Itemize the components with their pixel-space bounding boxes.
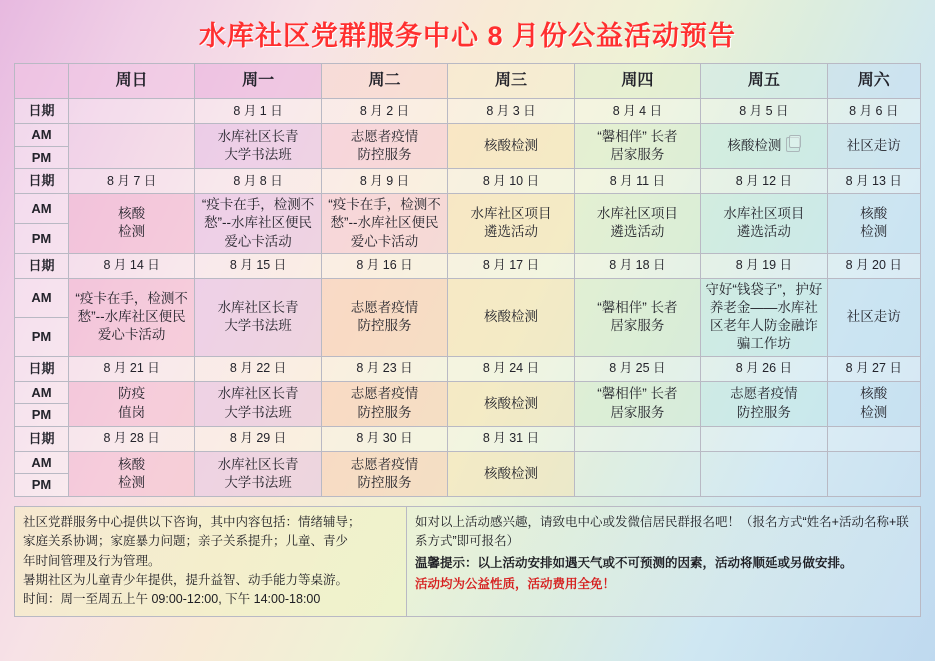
footer-left-line: 家庭关系协调；家庭暴力问题；亲子关系提升；儿童、青少 xyxy=(23,534,349,549)
event-cell: 水库社区项目 遴选活动 xyxy=(574,194,700,254)
footer-right-panel xyxy=(407,507,920,616)
event-cell: 核酸 检测 xyxy=(827,194,920,254)
event-cell: 水库社区长青 大学书法班 xyxy=(195,381,321,426)
date-row-week2 xyxy=(15,169,921,194)
date-cell: 8 月 23 日 xyxy=(321,356,447,381)
date-cell: 8 月 15 日 xyxy=(195,253,321,278)
event-cell: 水库社区长青 大学书法班 xyxy=(195,124,321,169)
activity-calendar-table xyxy=(14,63,921,497)
event-cell: 核酸检测 xyxy=(701,124,827,169)
row-label-date: 日期 xyxy=(15,426,69,451)
date-cell: 8 月 25 日 xyxy=(574,356,700,381)
event-cell: “疫卡在手，检测不愁”--水库社区便民爱心卡活动 xyxy=(195,194,321,254)
weekday-header-mon: 周一 xyxy=(195,64,321,99)
footer-left-line: 时间：周一至周五上午 09:00-12:00, 下午 14:00-18:00 xyxy=(23,592,321,607)
date-cell: 8 月 29 日 xyxy=(195,426,321,451)
date-cell: 8 月 28 日 xyxy=(68,426,194,451)
event-cell: 水库社区长青 大学书法班 xyxy=(195,278,321,356)
row-label-am: AM xyxy=(15,194,69,224)
weekday-header-row xyxy=(15,64,921,99)
date-cell: 8 月 4 日 xyxy=(574,99,700,124)
footer xyxy=(14,506,921,617)
date-cell: 8 月 19 日 xyxy=(701,253,827,278)
event-cell: 水库社区长青 大学书法班 xyxy=(195,451,321,496)
row-label-pm: PM xyxy=(15,404,69,427)
event-cell: 防疫 值岗 xyxy=(68,381,194,426)
date-row-week3 xyxy=(15,253,921,278)
date-cell: 8 月 26 日 xyxy=(701,356,827,381)
date-cell: 8 月 6 日 xyxy=(827,99,920,124)
date-row-week1 xyxy=(15,99,921,124)
date-cell: 8 月 16 日 xyxy=(321,253,447,278)
date-cell: 8 月 17 日 xyxy=(448,253,574,278)
date-cell: 8 月 1 日 xyxy=(195,99,321,124)
date-cell: 8 月 24 日 xyxy=(448,356,574,381)
date-cell: 8 月 12 日 xyxy=(701,169,827,194)
event-cell: 志愿者疫情 防控服务 xyxy=(321,124,447,169)
row-label-am: AM xyxy=(15,381,69,404)
event-cell: 志愿者疫情 防控服务 xyxy=(321,451,447,496)
table-head xyxy=(15,64,921,99)
date-cell: 8 月 18 日 xyxy=(574,253,700,278)
date-cell xyxy=(68,99,194,124)
footer-left-line: 暑期社区为儿童青少年提供，提升益智、动手能力等桌游。 xyxy=(23,572,349,587)
footer-free-note: 活动均为公益性质，活动费用全免！ xyxy=(415,576,616,591)
am-row-week3 xyxy=(15,278,921,317)
date-cell: 8 月 2 日 xyxy=(321,99,447,124)
row-label-pm: PM xyxy=(15,317,69,356)
event-cell xyxy=(574,451,700,496)
am-row-week2 xyxy=(15,194,921,224)
date-cell: 8 月 27 日 xyxy=(827,356,920,381)
date-cell: 8 月 31 日 xyxy=(448,426,574,451)
title-bar xyxy=(14,10,921,63)
date-cell: 8 月 3 日 xyxy=(448,99,574,124)
date-cell: 8 月 5 日 xyxy=(701,99,827,124)
event-cell: 社区走访 xyxy=(827,278,920,356)
event-cell: 水库社区项目 遴选活动 xyxy=(448,194,574,254)
event-cell: 核酸 检测 xyxy=(827,381,920,426)
event-cell: 核酸检测 xyxy=(448,381,574,426)
corner-cell xyxy=(15,64,69,99)
date-cell xyxy=(827,426,920,451)
date-cell: 8 月 9 日 xyxy=(321,169,447,194)
date-cell: 8 月 21 日 xyxy=(68,356,194,381)
row-label-date: 日期 xyxy=(15,356,69,381)
date-cell: 8 月 7 日 xyxy=(68,169,194,194)
event-cell: 核酸 检测 xyxy=(68,451,194,496)
event-cell: 水库社区项目 遴选活动 xyxy=(701,194,827,254)
table-body xyxy=(15,99,921,497)
date-row-week5 xyxy=(15,426,921,451)
footer-signup-note: 如对以上活动感兴趣，请致电中心或发微信居民群报名吧！（报名方式“姓名+活动名称+联系方式”即可报名） xyxy=(415,514,909,549)
event-cell: “馨相伴” 长者 居家服务 xyxy=(574,381,700,426)
event-cell xyxy=(827,451,920,496)
date-cell: 8 月 30 日 xyxy=(321,426,447,451)
am-row-week4 xyxy=(15,381,921,404)
event-cell: 社区走访 xyxy=(827,124,920,169)
event-cell xyxy=(701,451,827,496)
page-title: 水库社区党群服务中心 8 月份公益活动预告 xyxy=(198,21,737,51)
event-cell: 守好“钱袋子”，护好养老金——水库社区老年人防金融诈骗工作坊 xyxy=(701,278,827,356)
am-row-week1 xyxy=(15,124,921,147)
event-cell: “馨相伴” 长者 居家服务 xyxy=(574,124,700,169)
date-row-week4 xyxy=(15,356,921,381)
event-cell: “疫卡在手，检测不愁”--水库社区便民爱心卡活动 xyxy=(321,194,447,254)
row-label-am: AM xyxy=(15,451,69,474)
event-cell: “疫卡在手，检测不愁”--水库社区便民爱心卡活动 xyxy=(68,278,194,356)
row-label-date: 日期 xyxy=(15,169,69,194)
date-cell: 8 月 13 日 xyxy=(827,169,920,194)
date-cell: 8 月 20 日 xyxy=(827,253,920,278)
copy-icon xyxy=(786,137,800,152)
weekday-header-wed: 周三 xyxy=(448,64,574,99)
row-label-date: 日期 xyxy=(15,99,69,124)
footer-left-line: 年时间管理及行为管理。 xyxy=(23,553,161,568)
event-cell: 志愿者疫情 防控服务 xyxy=(321,278,447,356)
event-cell: 核酸检测 xyxy=(448,278,574,356)
footer-left-line: 社区党群服务中心提供以下咨询，其中内容包括：情绪辅导； xyxy=(23,514,361,529)
date-cell xyxy=(574,426,700,451)
weekday-header-tue: 周二 xyxy=(321,64,447,99)
row-label-date: 日期 xyxy=(15,253,69,278)
event-cell xyxy=(68,124,194,169)
weekday-header-fri: 周五 xyxy=(701,64,827,99)
event-cell: 志愿者疫情 防控服务 xyxy=(701,381,827,426)
weekday-header-sat: 周六 xyxy=(827,64,920,99)
row-label-am: AM xyxy=(15,124,69,147)
am-row-week5 xyxy=(15,451,921,474)
row-label-am: AM xyxy=(15,278,69,317)
row-label-pm: PM xyxy=(15,474,69,497)
date-cell: 8 月 14 日 xyxy=(68,253,194,278)
weekday-header-thu: 周四 xyxy=(574,64,700,99)
event-cell: 核酸 检测 xyxy=(68,194,194,254)
event-cell: 志愿者疫情 防控服务 xyxy=(321,381,447,426)
footer-left-panel xyxy=(15,507,407,616)
weekday-header-sun: 周日 xyxy=(68,64,194,99)
date-cell: 8 月 10 日 xyxy=(448,169,574,194)
row-label-pm: PM xyxy=(15,223,69,253)
event-cell: “馨相伴” 长者 居家服务 xyxy=(574,278,700,356)
date-cell xyxy=(701,426,827,451)
event-cell: 核酸检测 xyxy=(448,451,574,496)
row-label-pm: PM xyxy=(15,146,69,169)
event-cell: 核酸检测 xyxy=(448,124,574,169)
date-cell: 8 月 8 日 xyxy=(195,169,321,194)
date-cell: 8 月 22 日 xyxy=(195,356,321,381)
footer-reminder-note: 温馨提示：以上活动安排如遇天气或不可预测的因素，活动将顺延或另做安排。 xyxy=(415,555,853,570)
date-cell: 8 月 11 日 xyxy=(574,169,700,194)
